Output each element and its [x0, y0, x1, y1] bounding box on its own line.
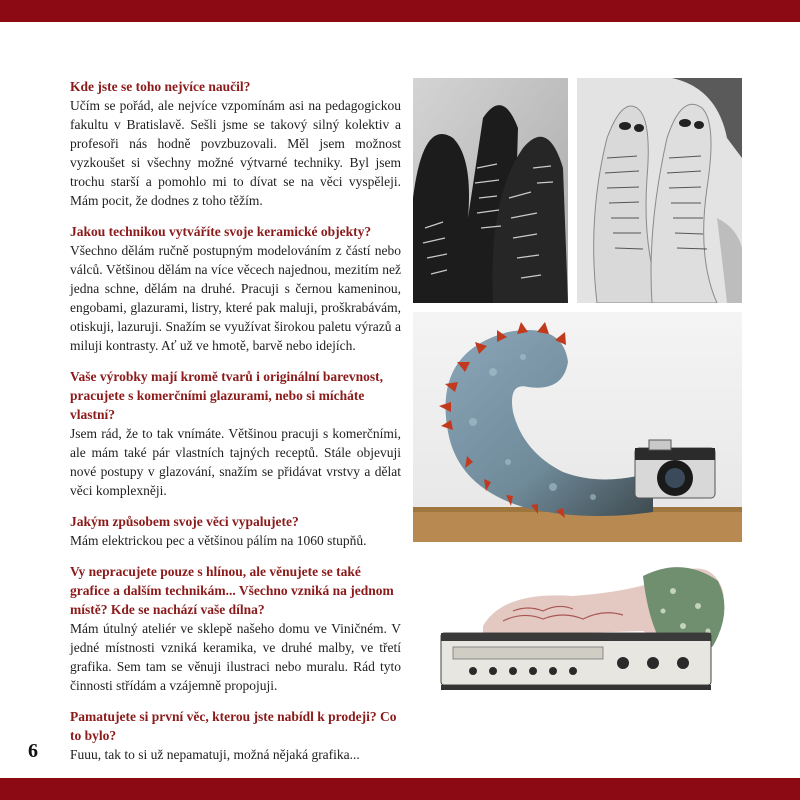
interview-text-column — [70, 77, 401, 776]
interview-question: Kde jste se toho nejvíce naučil? — [70, 79, 251, 94]
qa-block — [70, 512, 401, 550]
qa-block — [70, 77, 401, 210]
tentacle-sculpture-on-radio-photo — [413, 551, 742, 716]
tentacle-sculpture-with-camera-photo — [413, 312, 742, 542]
interview-answer: Jsem rád, že to tak vnímáte. Většinou pracuji s komerčními, ale mám také pár vlastních tajných receptů. Stále objevuji nové postupy v glazování, snažím se přidávat vrstvy a dělat věci komplexněji. — [70, 426, 401, 498]
page-number: 6 — [28, 740, 38, 762]
interview-answer: Fuuu, tak to si už nepamatuji, možná nějaká grafika... — [70, 747, 360, 762]
interview-answer: Všechno dělám ručně postupným modelováním z částí nebo válců. Většinou dělám na více věcech najednou, mezitím než jedna schne, dělám na druhé. Pracuji s černou kameninou, engobami, glazurami, listry, které pak maluji, proškrabávám, otiskuji, lazuruji. Snažím se využívat širokou paletu výrazů a miluji kontrasty. Ať už ve hmotě, barvě nebo idejích. — [70, 243, 401, 353]
interview-question: Jakým způsobem svoje věci vypalujete? — [70, 514, 299, 529]
qa-block — [70, 222, 401, 355]
top-color-band — [0, 0, 800, 22]
interview-question: Jakou technikou vytváříte svoje keramické objekty? — [70, 224, 372, 239]
interview-question: Vy nepracujete pouze s hlínou, ale věnujete se také grafice a dalším technikám... Všechno vzniká na jednom místě? Kde se nachází vaše dílna? — [70, 564, 394, 617]
interview-answer: Učím se pořád, ale nejvíce vzpomínám asi na pedagogickou fakultu v Bratislavě. Sešli jsme se takový silný kolektiv a profesoři nás hodně povzbuzovali. Měl jsem možnost vyzkoušet si všechny možné výtvarné techniky. Byl jsem trochu starší a pomohlo mi to dívat se na věci vyspěleji. Mám pocit, že dodnes z toho těžím. — [70, 98, 401, 208]
interview-question: Pamatujete si první věc, kterou jste nabídl k prodeji? Co to bylo? — [70, 709, 397, 743]
qa-block — [70, 707, 401, 764]
interview-answer: Mám elektrickou pec a většinou pálím na 1060 stupňů. — [70, 533, 367, 548]
ceramic-figures-bw-photo — [577, 78, 742, 303]
interview-answer: Mám útulný ateliér ve sklepě našeho domu ve Viničném. V jedné místnosti vzniká keramika, ve druhé malby, ve třetí grafika. Sem tam se věnuji ilustraci nebo muralu. Rád tyto činnosti střídám a vzájemně propojuji. — [70, 621, 401, 693]
qa-block — [70, 562, 401, 695]
interview-question: Vaše výrobky mají kromě tvarů i originální barevnost, pracujete s komerčními glazurami, nebo si mícháte vlastní? — [70, 369, 384, 422]
qa-block — [70, 367, 401, 500]
ceramic-hand-bw-photo — [413, 78, 568, 303]
bottom-color-band — [0, 778, 800, 800]
